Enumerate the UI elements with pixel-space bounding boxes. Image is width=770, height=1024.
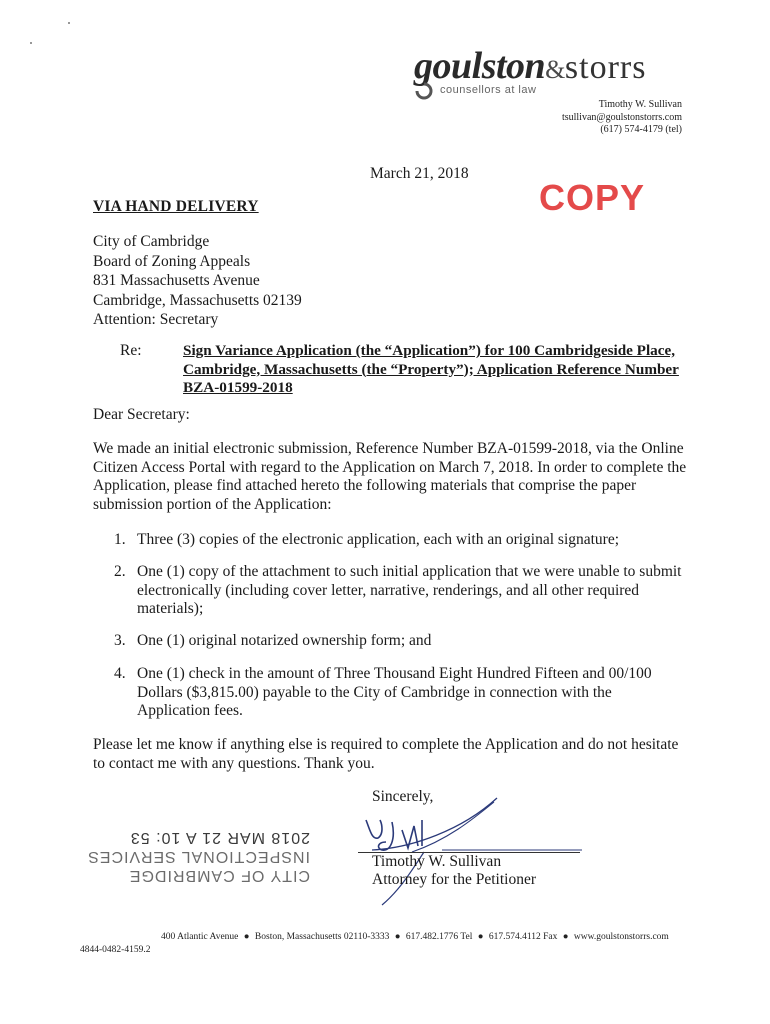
list-item-text: Three (3) copies of the electronic application, each with an original signature; <box>137 531 620 548</box>
recipient-line: 831 Massachusetts Avenue <box>93 272 260 289</box>
list-item-text: One (1) copy of the attachment to such initial application that we were unable to submit electronically (including cover letter, narrative, renderings, and all other required materials); <box>137 563 682 617</box>
recipient-address <box>93 232 302 330</box>
list-item-number: 1. <box>114 531 126 548</box>
attorney-name: Timothy W. Sullivan <box>598 99 682 110</box>
copy-stamp: COPY <box>539 177 646 218</box>
scan-speck <box>68 22 70 24</box>
subject-line: Sign Variance Application (the “Application”) for 100 Cambridgeside Place, Cambridge, Massachusetts (the “Property”); Application Reference Number BZA-01599-2018 <box>183 342 679 396</box>
closing-salutation: Sincerely, <box>372 788 434 805</box>
footer-tel: 617.482.1776 Tel <box>405 932 473 942</box>
letter-date: March 21, 2018 <box>370 165 469 182</box>
footer-separator: ● <box>477 932 484 942</box>
logo-mark-icon <box>415 82 433 100</box>
footer-separator: ● <box>562 932 569 942</box>
footer-separator: ● <box>243 932 250 942</box>
attorney-phone: (617) 574-4179 (tel) <box>600 124 682 135</box>
list-item-number: 4. <box>114 665 126 682</box>
logo-ampersand: & <box>545 55 565 84</box>
footer-address <box>161 932 669 942</box>
body-paragraph: We made an initial electronic submission, Reference Number BZA-01599-2018, via the Online Citizen Access Portal with regard to the Application on March 7, 2018. In order to complete the Application, please find attached hereto the following materials that comprise the paper submission portion of the Application: <box>93 440 687 513</box>
scan-speck <box>30 42 32 44</box>
signer-title: Attorney for the Petitioner <box>372 871 536 888</box>
list-item-number: 3. <box>114 632 126 649</box>
recipient-line: Attention: Secretary <box>93 311 219 328</box>
logo-second-name: storrs <box>564 49 647 86</box>
logo-tagline: counsellors at law <box>440 84 537 96</box>
document-id: 4844-0482-4159.2 <box>80 945 151 955</box>
received-stamp-line: 2018 MAR 21 A 10: 53 <box>129 829 310 846</box>
subject-label: Re: <box>120 342 142 359</box>
delivery-method: VIA HAND DELIVERY <box>93 198 259 215</box>
list-item-text: One (1) check in the amount of Three Thousand Eight Hundred Fifteen and 00/100 Dollars ($3,815.00) payable to the City of Cambridge in connection with the Application fees. <box>137 665 652 719</box>
closing-paragraph: Please let me know if anything else is required to complete the Application and do not hesitate to contact me with any questions. Thank you. <box>93 736 679 772</box>
footer-website: www.goulstonstorrs.com <box>573 932 669 942</box>
received-stamp-line: CITY OF CAMBRIDGE <box>128 867 310 884</box>
attorney-contact-block <box>562 99 682 137</box>
received-stamp-line: INSPECTIONAL SERVICES <box>87 848 310 865</box>
greeting: Dear Secretary: <box>93 406 190 423</box>
received-stamp <box>87 828 310 885</box>
footer-city: Boston, Massachusetts 02110-3333 <box>254 932 390 942</box>
footer-street: 400 Atlantic Avenue <box>161 932 239 942</box>
handwritten-signature <box>352 790 592 910</box>
signer-name: Timothy W. Sullivan <box>372 853 502 870</box>
recipient-line: Cambridge, Massachusetts 02139 <box>93 291 302 309</box>
list-item-text: One (1) original notarized ownership form; and <box>137 632 432 649</box>
list-item-number: 2. <box>114 563 126 580</box>
footer-separator: ● <box>394 932 401 942</box>
attorney-email: tsullivan@goulstonstorrs.com <box>561 111 682 123</box>
recipient-line: City of Cambridge <box>93 233 210 250</box>
logo-name: goulston <box>414 45 546 87</box>
recipient-line: Board of Zoning Appeals <box>93 252 251 270</box>
footer-fax: 617.574.4112 Fax <box>488 932 558 942</box>
